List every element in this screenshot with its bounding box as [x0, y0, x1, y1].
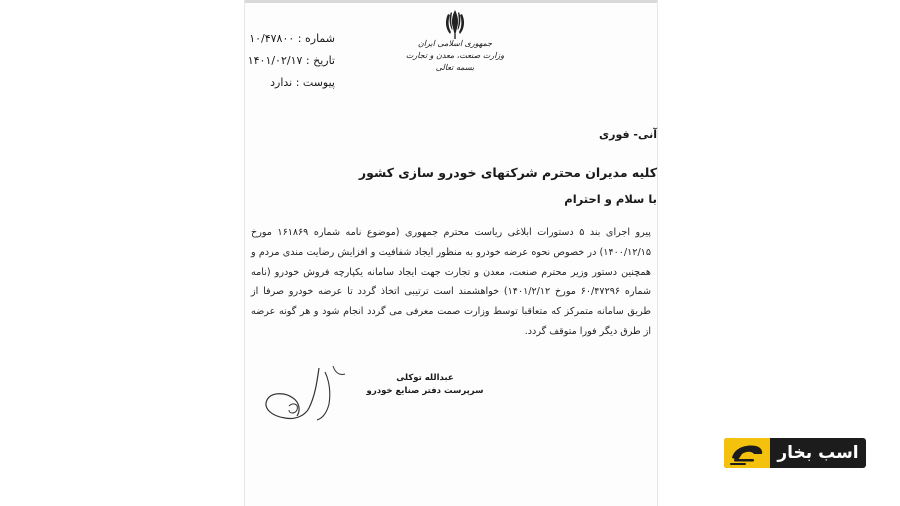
signatory-name: عبدالله توکلی — [396, 373, 454, 383]
horse-icon — [724, 438, 770, 468]
ministry-line-2: وزارت صنعت، معدن و تجارت — [405, 51, 505, 60]
handwritten-signature — [259, 362, 369, 424]
brand-logo — [724, 438, 866, 468]
ministry-line-3: بسمه تعالی — [435, 63, 475, 72]
recipient-line: کلیه مدیران محترم شرکتهای خودرو سازی کشور — [358, 165, 657, 180]
ministry-line-1: جمهوری اسلامی ایران — [417, 39, 493, 48]
ministry-header — [395, 38, 515, 74]
signatory-block — [365, 372, 485, 398]
greeting-line: با سلام و احترام — [564, 192, 657, 206]
letter-date: تاریخ : ۱۴۰۱/۰۲/۱۷ — [247, 54, 335, 67]
letter-meta — [245, 28, 335, 94]
signatory-title: سرپرست دفتر صنایع خودرو — [366, 386, 484, 396]
letter-page — [244, 0, 658, 506]
letter-attachment: پیوست : ندارد — [270, 76, 335, 89]
page-top-edge — [245, 0, 657, 3]
brand-logo-text: اسب بخار — [777, 443, 859, 463]
letter-body: پیرو اجرای بند ۵ دستورات ابلاغی ریاست محترم جمهوری (موضوع نامه شماره ۱۶۱۸۶۹ مورخ ۱۴۰۰/۱۲/۱۵) در خصوص نحوه عرضه خودرو به منظور ایجاد شفافیت و افزایش رضایت مندی مردم و همچنین دستور وزیر محترم صنعت، معدن و تجارت جهت ایجاد سامانه یکپارچه فروش خودرو (نامه شماره ۶۰/۴۷۲۹۶ مورخ ۱۴۰۱/۲/۱۲) خواهشمند است ترتیبی اتخاذ گردد تا عرضه خودرو صرفا از طریق سامانه متمرکز که متعاقبا توسط وزارت صمت معرفی می گردد انجام شود و هر گونه عرضه از طرق دیگر فورا متوقف گردد. — [251, 227, 651, 337]
brand-logo-mark — [724, 438, 770, 468]
letter-number: شماره : ۱۰/۴۷۸۰۰ — [249, 32, 335, 45]
urgency-label: آنی- فوری — [599, 128, 657, 141]
iran-emblem-icon — [442, 8, 468, 40]
